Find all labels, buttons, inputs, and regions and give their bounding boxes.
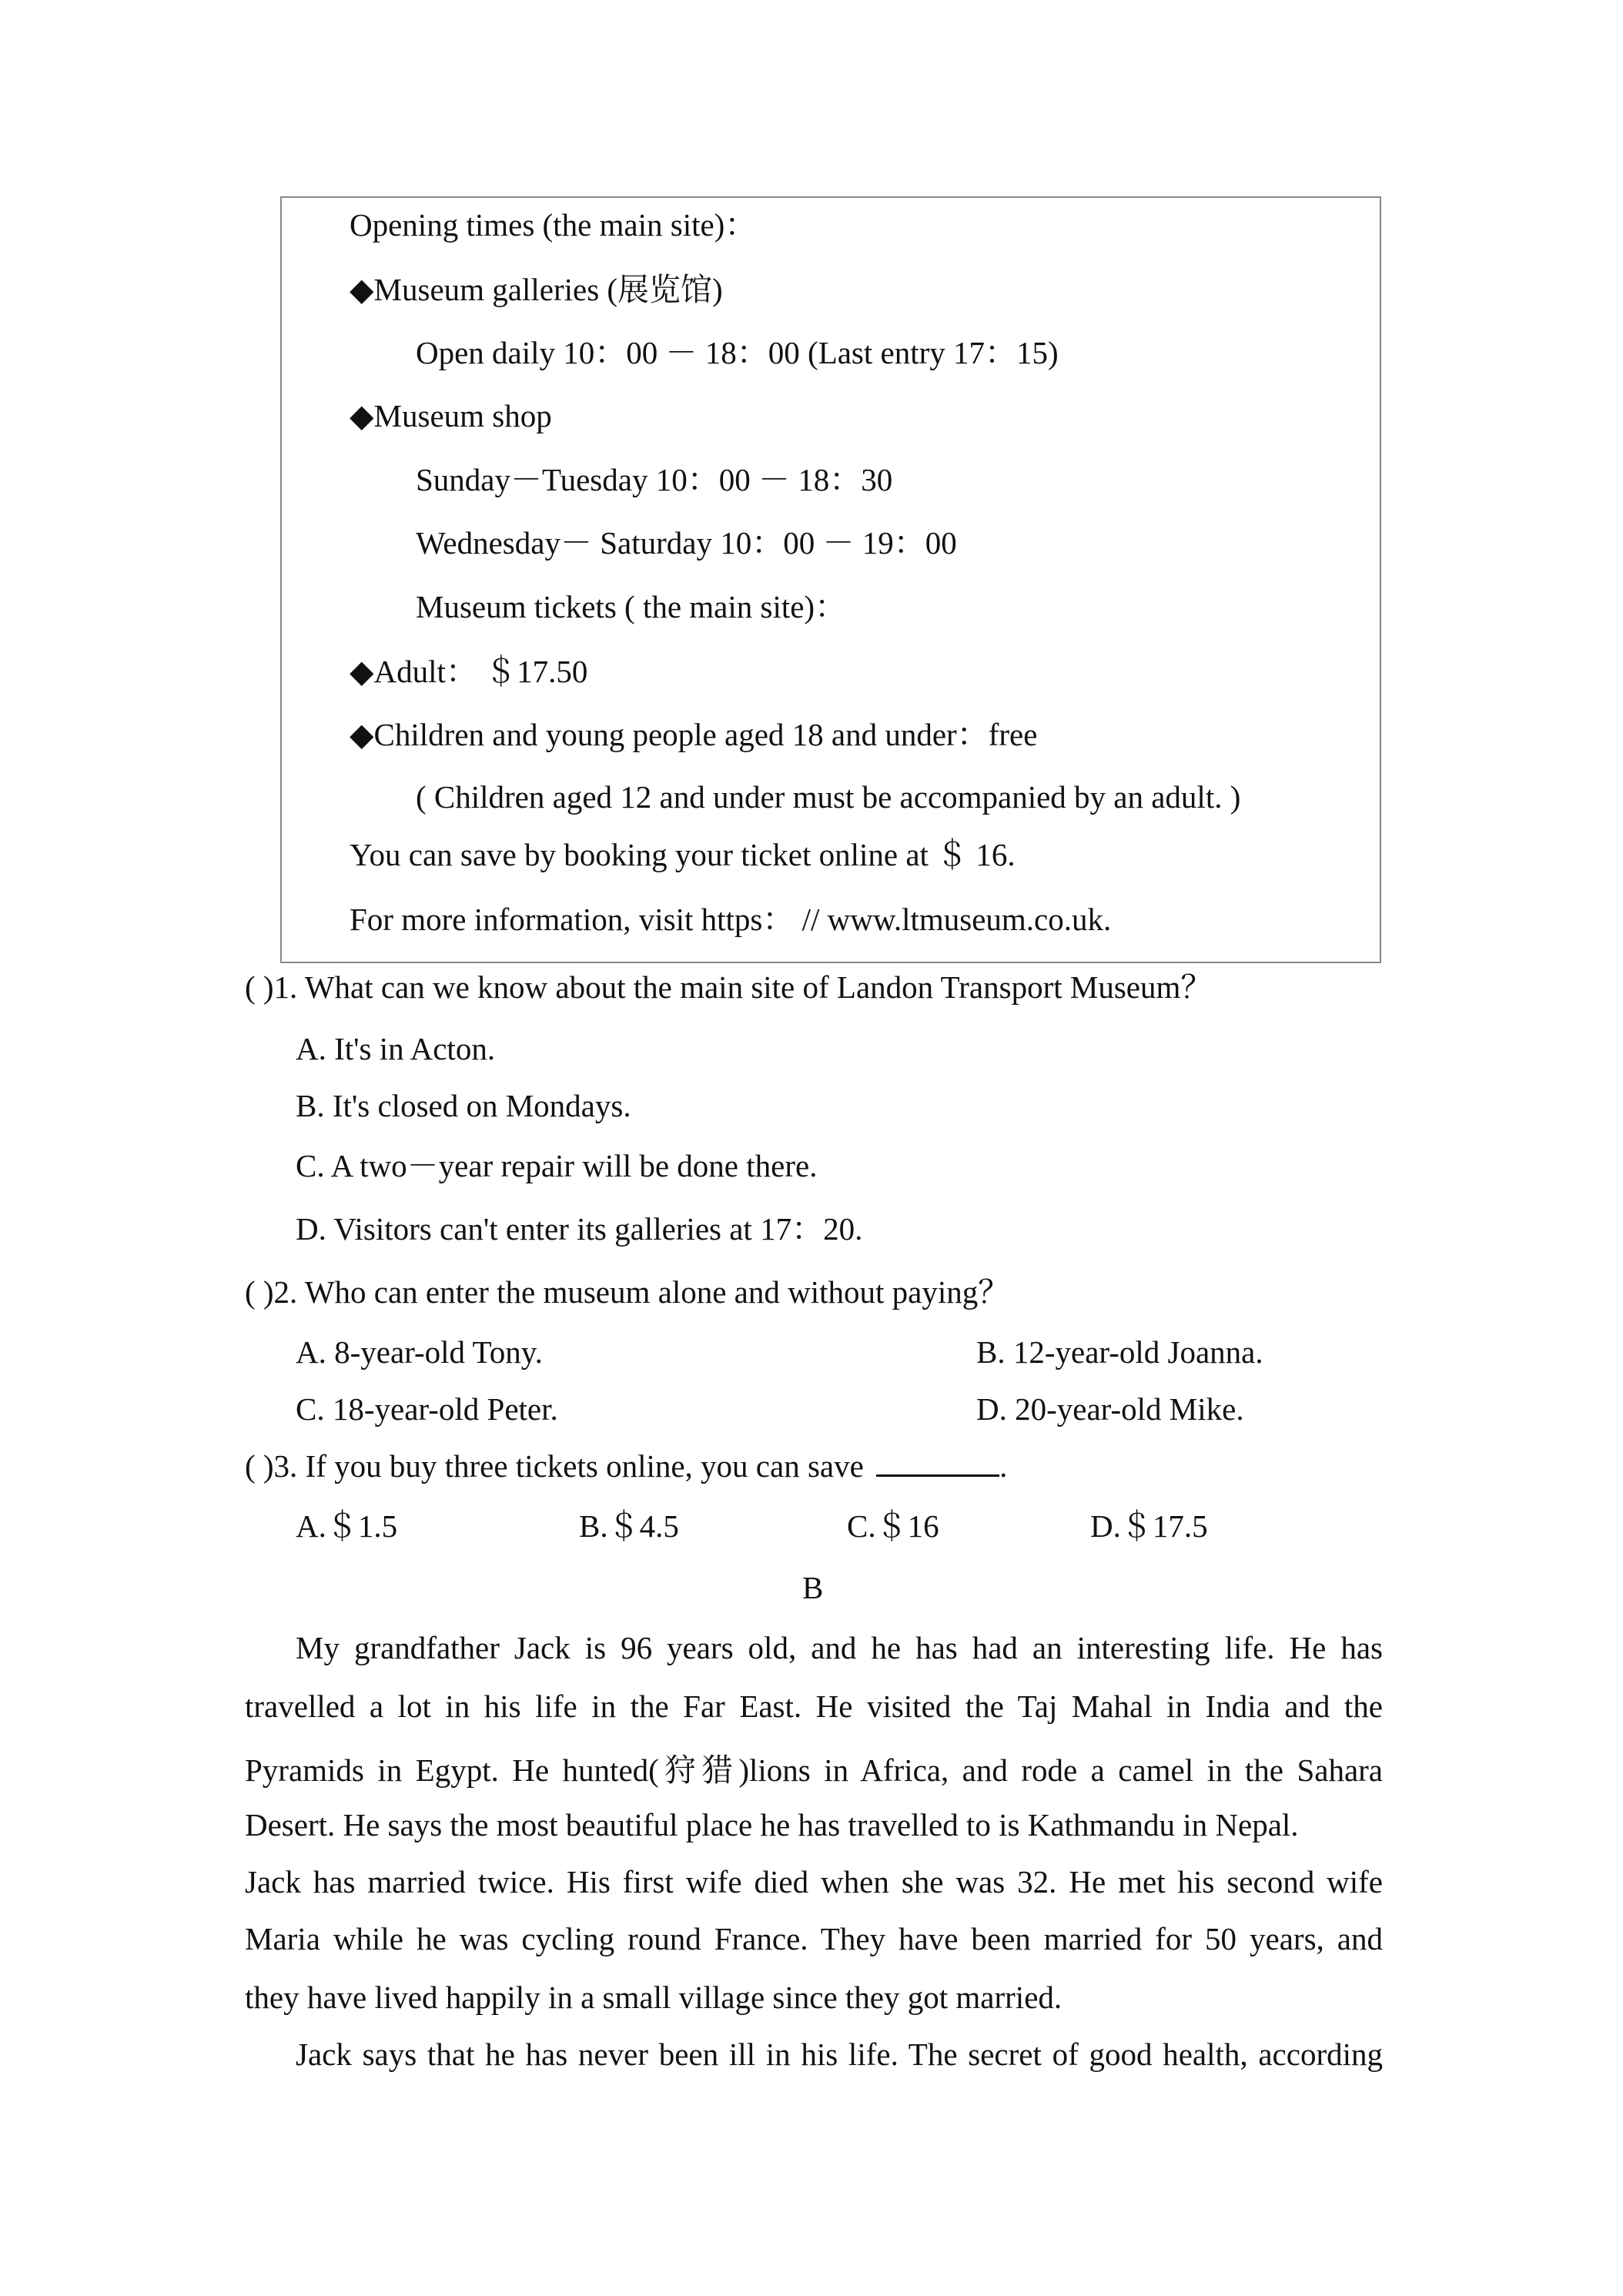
q2-option-d: D. 20-year-old Mike. xyxy=(976,1391,1244,1427)
answer-blank xyxy=(876,1474,999,1477)
q1-option-b: B. It's closed on Mondays. xyxy=(296,1088,631,1123)
q3-option-d: D.＄17.5 xyxy=(1090,1508,1208,1544)
question-3 xyxy=(245,1448,1008,1484)
online-booking: You can save by booking your ticket online at ＄ 16. xyxy=(350,837,1016,872)
question-3-end: . xyxy=(999,1448,1008,1484)
galleries-hours: Open daily 10：00 － 18：00 (Last entry 17：15) xyxy=(416,335,1059,370)
passage-line: Jack has married twice. His first wife died when she was 32. He met his second wife xyxy=(245,1864,1383,1899)
passage-line: Desert. He says the most beautiful place he has travelled to is Kathmandu in Nepal. xyxy=(245,1807,1299,1842)
q1-option-c: C. A two－year repair will be done there. xyxy=(296,1148,818,1183)
q3-option-b: B.＄4.5 xyxy=(579,1508,679,1544)
passage-line: Pyramids in Egypt. He hunted(狩猎)lions in Africa, and rode a camel in the Sahara xyxy=(245,1752,1383,1788)
q1-option-d: D. Visitors can't enter its galleries at 17：20. xyxy=(296,1211,863,1247)
passage-line: they have lived happily in a small village since they got married. xyxy=(245,1980,1062,2015)
adult-price: ◆Adult： ＄17.50 xyxy=(350,654,588,689)
passage-line: Jack says that he has never been ill in his life. The secret of good health, according xyxy=(296,2037,1383,2072)
galleries-bullet: ◆Museum galleries (展览馆) xyxy=(350,272,723,307)
children-note: ( Children aged 12 and under must be accompanied by an adult. ) xyxy=(416,779,1241,815)
q3-option-c: C.＄16 xyxy=(847,1508,939,1544)
tickets-heading: Museum tickets ( the main site)： xyxy=(416,589,847,624)
q2-option-c: C. 18-year-old Peter. xyxy=(296,1391,558,1427)
q2-option-a: A. 8-year-old Tony. xyxy=(296,1334,543,1370)
q3-option-a: A.＄1.5 xyxy=(296,1508,398,1544)
more-info: For more information, visit https： // www.ltmuseum.co.uk. xyxy=(350,902,1112,937)
question-3-text: ( )3. If you buy three tickets online, you can save xyxy=(245,1448,864,1484)
question-2: ( )2. Who can enter the museum alone and without paying？ xyxy=(245,1274,1010,1310)
shop-hours-sun-tue: Sunday－Tuesday 10：00 － 18：30 xyxy=(416,462,893,497)
section-label: B xyxy=(802,1570,824,1605)
children-price: ◆Children and young people aged 18 and under：free xyxy=(350,717,1038,752)
passage-line: travelled a lot in his life in the Far East. He visited the Taj Mahal in India and the xyxy=(245,1689,1383,1724)
shop-hours-wed-sat: Wednesday－ Saturday 10：00 － 19：00 xyxy=(416,525,957,561)
question-1: ( )1. What can we know about the main site of Landon Transport Museum？ xyxy=(245,969,1213,1005)
passage-line: Maria while he was cycling round France. They have been married for 50 years, and xyxy=(245,1921,1383,1956)
passage-line: My grandfather Jack is 96 years old, and he has had an interesting life. He has xyxy=(296,1630,1383,1665)
opening-times-heading: Opening times (the main site)： xyxy=(350,207,757,243)
q2-option-b: B. 12-year-old Joanna. xyxy=(976,1334,1263,1370)
shop-bullet: ◆Museum shop xyxy=(350,398,552,433)
q1-option-a: A. It's in Acton. xyxy=(296,1031,496,1066)
